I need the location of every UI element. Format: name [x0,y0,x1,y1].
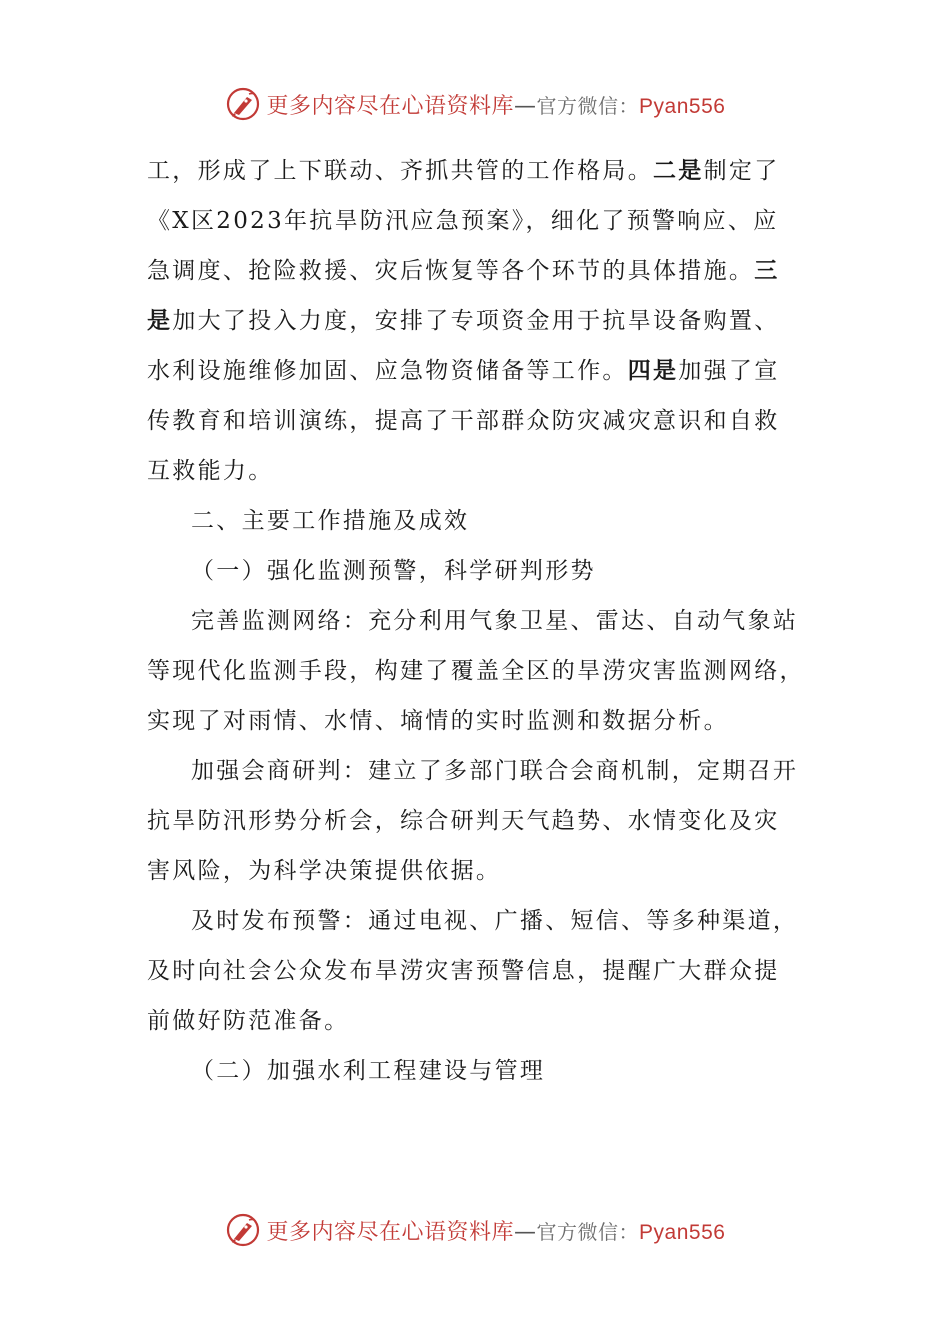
watermark-brand: 更多内容尽在心语资料库 [266,93,515,119]
text-line [147,396,807,446]
document-body [147,146,807,1096]
line-text: 加强会商研判：建立了多部门联合会商机制，定期召开 [191,758,799,784]
watermark-wechat-label: 官方微信： [536,1219,640,1244]
text-line [147,246,807,296]
line-text: 制定了 [703,158,780,184]
line-text: 及时发布预警：通过电视、广播、短信、等多种渠道， [191,908,799,934]
text-line [147,846,807,896]
watermark-wechat-id: Pyan556 [639,1220,726,1244]
line-text: 工，形成了上下联动、齐抓共管的工作格局。 [147,158,653,184]
emphasis-text: 四是 [627,357,679,384]
watermark-separator: — [514,1219,537,1245]
watermark-banner-bottom [0,1210,950,1250]
text-line [147,296,807,346]
line-text: 及时向社会公众发布旱涝灾害预警信息，提醒广大群众提 [147,958,780,984]
line-text: 害风险，为科学决策提供依据。 [147,858,502,884]
watermark-wechat-id: Pyan556 [639,94,726,118]
line-text: 《X区2023年抗旱防汛应急预案》，细化了预警响应、应 [147,208,779,234]
watermark-brand: 更多内容尽在心语资料库 [266,1219,515,1245]
pen-nib-circle-logo-icon [225,86,261,122]
line-text: 加大了投入力度，安排了专项资金用于抗旱设备购置、 [172,308,780,334]
text-line [147,696,807,746]
text-line [147,946,807,996]
watermark-text [267,89,726,120]
line-text: 加强了宣 [678,358,780,384]
text-line [147,346,807,396]
text-line [147,596,807,646]
text-line [147,146,807,196]
text-line [147,196,807,246]
text-line [147,446,807,496]
line-text: 抗旱防汛形势分析会，综合研判天气趋势、水情变化及灾 [147,808,780,834]
text-line [147,496,807,546]
line-text: 二、主要工作措施及成效 [191,508,470,534]
emphasis-text: 二是 [653,157,704,184]
line-text: 完善监测网络：充分利用气象卫星、雷达、自动气象站 [191,608,799,634]
text-line [147,796,807,846]
line-text: 前做好防范准备。 [147,1008,350,1034]
text-line [147,646,807,696]
watermark-banner-top [0,84,950,124]
text-line [147,996,807,1046]
pen-nib-circle-logo-icon [225,1212,261,1248]
line-text: 传教育和培训演练，提高了干部群众防灾减灾意识和自救 [147,408,780,434]
line-text: 等现代化监测手段，构建了覆盖全区的旱涝灾害监测网络， [147,658,805,684]
text-line [147,546,807,596]
line-text: 互救能力。 [147,458,274,484]
emphasis-text: 是 [147,307,173,334]
watermark-separator: — [514,93,537,119]
watermark-wechat-label: 官方微信： [536,93,640,118]
line-text: 急调度、抢险救援、灾后恢复等各个环节的具体措施。 [147,258,755,284]
text-line [147,896,807,946]
line-text: （一）强化监测预警，科学研判形势 [191,558,596,584]
line-text: （二）加强水利工程建设与管理 [191,1058,546,1084]
text-line [147,1046,807,1096]
text-line [147,746,807,796]
line-text: 实现了对雨情、水情、墒情的实时监测和数据分析。 [147,708,729,734]
line-text: 水利设施维修加固、应急物资储备等工作。 [147,358,628,384]
watermark-text [267,1215,726,1246]
emphasis-text: 三 [754,257,780,284]
